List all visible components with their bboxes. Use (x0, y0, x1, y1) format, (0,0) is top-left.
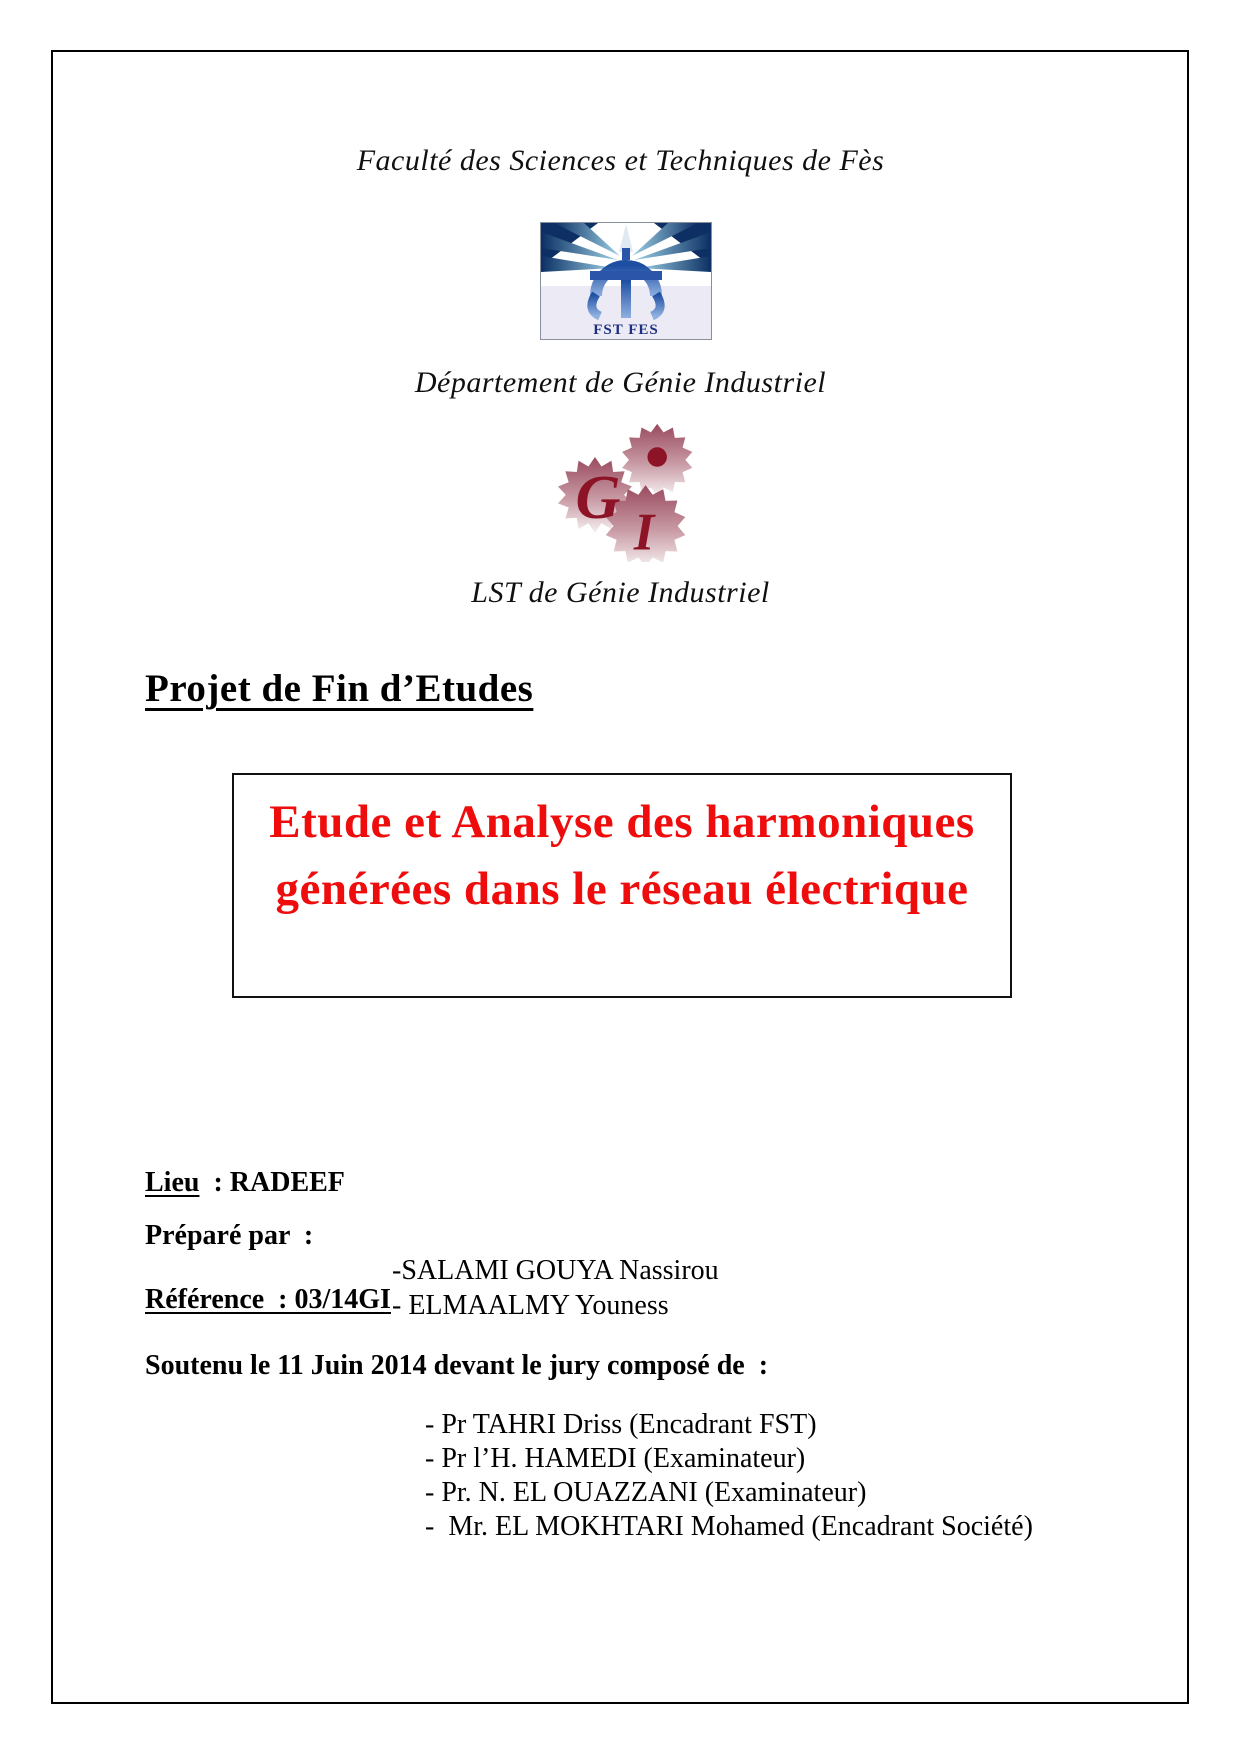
project-title-box (232, 773, 1012, 998)
lst-line: LST de Génie Industriel (471, 576, 770, 609)
project-title-line1: Etude et Analyse des harmoniques (269, 796, 975, 848)
lieu-label: Lieu (145, 1167, 200, 1198)
fst-fes-logo-caption: FST FES (593, 322, 659, 338)
author-item: -SALAMI GOUYA Nassirou (392, 1255, 719, 1286)
jury-item: - Pr. N. EL OUAZZANI (Examinateur) (425, 1477, 867, 1508)
gi-logo-graphic (556, 421, 702, 562)
jury-list (425, 1408, 1033, 1544)
project-title-line2: générées dans le réseau électrique (275, 863, 969, 915)
faculty-line: Faculté des Sciences et Techniques de Fès (356, 144, 885, 177)
reference-line: Référence : 03/14GI (145, 1284, 391, 1315)
gi-letter-i: I (633, 503, 655, 562)
authors-list (392, 1253, 719, 1323)
defense-line: Soutenu le 11 Juin 2014 devant le jury composé de : (145, 1350, 769, 1381)
fst-fes-logo (540, 222, 712, 345)
prepared-by-label: Préparé par : (145, 1220, 314, 1251)
jury-item: - Pr l’H. HAMEDI (Examinateur) (425, 1443, 806, 1474)
page-title: Projet de Fin d’Etudes (145, 667, 534, 710)
department-line: Département de Génie Industriel (414, 366, 827, 399)
lieu-value: : RADEEF (199, 1167, 345, 1198)
gi-letter-g: G (575, 464, 621, 533)
gi-logo (556, 421, 702, 567)
fst-fes-logo-graphic (540, 222, 712, 340)
jury-item: - Pr TAHRI Driss (Encadrant FST) (425, 1409, 817, 1440)
gi-dot-icon (647, 447, 666, 466)
jury-item: - Mr. EL MOKHTARI Mohamed (Encadrant Société) (425, 1511, 1033, 1542)
author-item: - ELMAALMY Youness (392, 1290, 669, 1321)
lieu-line (145, 1163, 391, 1202)
